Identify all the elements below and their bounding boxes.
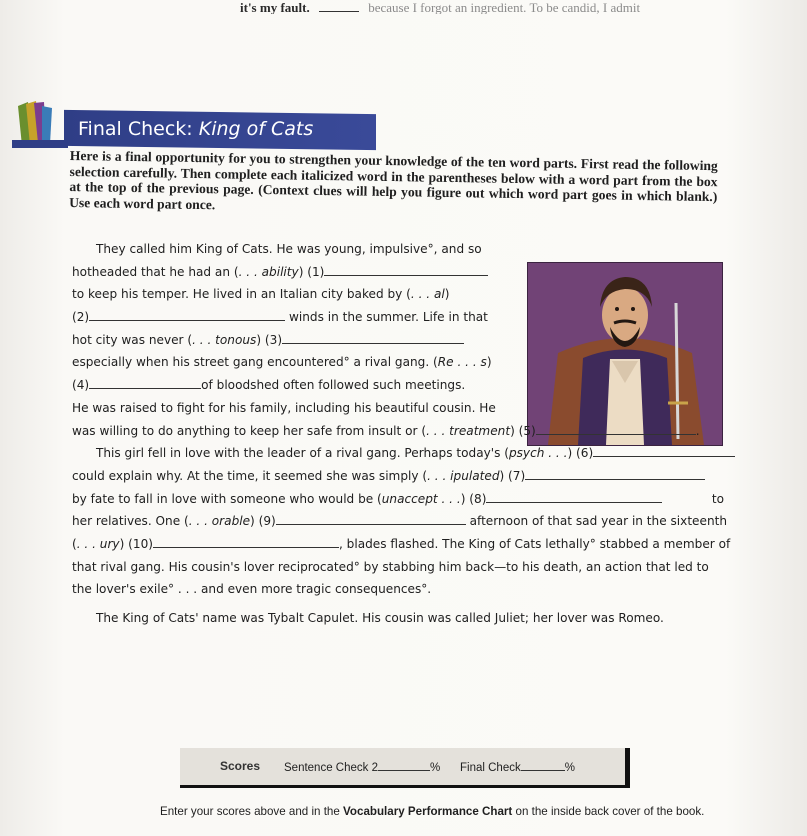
story-line-12 bbox=[72, 488, 724, 511]
story-text: that rival gang. His cousin's lover reciprocated° by stabbing him back—to his death, an action that led to bbox=[72, 559, 709, 574]
books-icon bbox=[12, 100, 68, 148]
story-text: to keep his temper. He lived in an Italian city baked by ( bbox=[72, 287, 411, 302]
answer-blank-2[interactable] bbox=[89, 307, 285, 321]
scores-panel bbox=[180, 748, 630, 788]
story-text: ) (10) bbox=[119, 536, 153, 551]
answer-blank-9[interactable] bbox=[276, 511, 466, 525]
fragment-blank bbox=[319, 11, 359, 12]
answer-blank-10[interactable] bbox=[153, 534, 339, 548]
story-line-2 bbox=[72, 261, 724, 284]
italic-word-clue: . . . ury bbox=[76, 536, 120, 551]
story-text: hot city was never ( bbox=[72, 332, 193, 347]
fragment-right: because I forgot an ingredient. To be candid, I admit bbox=[368, 0, 641, 14]
story-text: was willing to do anything to keep her safe from insult or ( bbox=[72, 423, 427, 438]
italic-word-clue: . . . treatment bbox=[426, 423, 511, 438]
story-passage bbox=[72, 238, 731, 630]
footer-text: on the inside back cover of the book. bbox=[512, 805, 705, 818]
sentence-check-label: Sentence Check 2 bbox=[284, 762, 378, 774]
story-text: ) (3) bbox=[256, 332, 283, 347]
section-banner bbox=[12, 100, 372, 152]
story-text: The King of Cats' name was Tybalt Capulet. His cousin was called Juliet; her lover was Romeo. bbox=[96, 611, 664, 625]
story-text: by fate to fall in love with someone who would be ( bbox=[72, 491, 382, 506]
story-line-14 bbox=[72, 533, 731, 556]
story-text: ) (7) bbox=[499, 468, 526, 483]
story-text: of bloodshed often followed such meetings. bbox=[201, 378, 466, 393]
story-text: , blades flashed. The King of Cats lethally° stabbed a member of bbox=[338, 536, 731, 551]
story-line-7 bbox=[72, 374, 724, 397]
story-line-10 bbox=[72, 442, 724, 465]
story-line-11 bbox=[72, 465, 724, 488]
story-text: the lover's exile° . . . and even more tragic consequences°. bbox=[72, 582, 432, 597]
fragment-left: it's my fault. bbox=[240, 0, 310, 14]
title-prefix: Final Check: bbox=[78, 118, 193, 140]
story-line-9: was willing to do anything to keep her safe from insult or (. . . treatment) (5) . bbox=[72, 420, 724, 443]
title-subject: King of Cats bbox=[198, 118, 314, 140]
previous-exercise-fragment bbox=[240, 0, 720, 14]
story-text: (4) bbox=[72, 378, 90, 393]
percent-sign: % bbox=[429, 762, 441, 774]
story-line-6 bbox=[72, 351, 724, 374]
story-text: ) (9) bbox=[250, 514, 276, 529]
italic-word-clue: . . . tonous bbox=[192, 332, 257, 347]
story-text: They called him King of Cats. He was young, impulsive°, and so bbox=[96, 242, 482, 256]
story-text: afternoon of that sad year in the sixteenth bbox=[469, 514, 728, 529]
answer-blank-3[interactable] bbox=[282, 330, 464, 344]
story-text: ) bbox=[486, 355, 492, 370]
story-text: winds in the summer. Life in that bbox=[289, 310, 488, 325]
footer-chart-name: Vocabulary Performance Chart bbox=[343, 805, 513, 818]
italic-word-clue: . . . ipulated bbox=[427, 468, 500, 483]
italic-word-clue: Re . . . s bbox=[437, 355, 487, 370]
percent-sign: % bbox=[564, 762, 575, 774]
final-check-blank[interactable] bbox=[521, 760, 565, 771]
story-text: ) bbox=[444, 287, 450, 302]
story-text: He was raised to fight for his family, including his beautiful cousin. He bbox=[72, 400, 496, 415]
story-text: hotheaded that he had an ( bbox=[72, 264, 239, 279]
story-line-13 bbox=[72, 510, 728, 533]
story-line-17 bbox=[72, 607, 724, 630]
italic-word-clue: . . . al bbox=[410, 287, 445, 302]
answer-blank-8[interactable] bbox=[486, 489, 662, 503]
footer-instruction bbox=[160, 805, 705, 818]
instructions: Here is a final opportunity for you to strengthen your knowledge of the ten word parts. First read the following selection carefully. Then complete each italicized word in the parentheses below with a word part from the box at the top of the previous page. (Context clues will help you figure out which word part goes in which blank.) Use each word part once. bbox=[69, 148, 718, 212]
story-text: ( bbox=[72, 536, 77, 551]
story-text: ) (8) bbox=[460, 491, 487, 506]
story-text: could explain why. At the time, it seemed she was simply ( bbox=[72, 468, 428, 483]
story-text: her relatives. One ( bbox=[72, 514, 189, 529]
final-check-score bbox=[460, 760, 575, 774]
italic-word-clue: . . . ability bbox=[238, 264, 299, 279]
section-title bbox=[78, 118, 313, 140]
final-check-label: Final Check bbox=[460, 762, 521, 774]
story-line-15 bbox=[72, 556, 724, 579]
answer-blank-4[interactable] bbox=[89, 375, 201, 389]
italic-word-clue: psych . . . bbox=[508, 446, 568, 461]
story-text: ) (5) bbox=[510, 423, 536, 438]
sentence-check-score bbox=[284, 760, 440, 774]
answer-blank-6[interactable] bbox=[593, 443, 735, 457]
scores-label: Scores bbox=[220, 759, 261, 773]
answer-blank-7[interactable] bbox=[525, 466, 705, 480]
answer-blank-1[interactable] bbox=[324, 262, 488, 276]
sentence-check-blank[interactable] bbox=[378, 760, 430, 771]
story-text: ) (1) bbox=[298, 264, 325, 279]
answer-blank-5[interactable] bbox=[536, 421, 696, 435]
italic-word-clue: unaccept . . . bbox=[381, 491, 461, 506]
footer-text: Enter your scores above and in the bbox=[160, 805, 344, 818]
story-text: ) (6) bbox=[567, 446, 594, 461]
story-line-16 bbox=[72, 578, 724, 601]
story-text: especially when his street gang encountered° a rival gang. ( bbox=[72, 355, 438, 370]
story-line-4 bbox=[72, 306, 724, 329]
story-text: to bbox=[711, 491, 724, 506]
italic-word-clue: . . . orable bbox=[188, 514, 251, 529]
story-text: This girl fell in love with the leader of a rival gang. Perhaps today's ( bbox=[96, 446, 509, 461]
story-line-3 bbox=[72, 283, 724, 306]
story-line-5 bbox=[72, 329, 724, 352]
story-line-1 bbox=[72, 238, 724, 261]
story-line-8 bbox=[72, 397, 724, 420]
story-text: (2) bbox=[72, 310, 90, 325]
